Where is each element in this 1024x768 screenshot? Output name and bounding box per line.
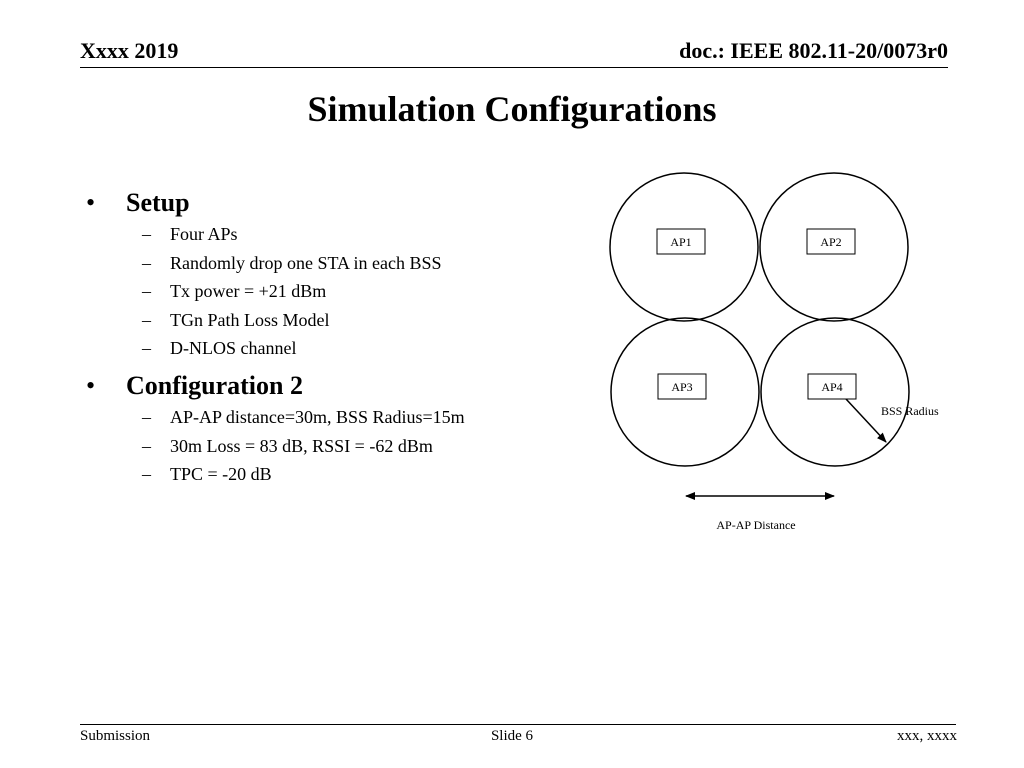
ap1-label: AP1 xyxy=(670,235,692,249)
setup-item: – Randomly drop one STA in each BSS xyxy=(86,249,556,278)
setup-item: – TGn Path Loss Model xyxy=(86,306,556,335)
dash-icon: – xyxy=(142,464,151,485)
setup-heading: Setup xyxy=(126,188,190,217)
config-item: – TPC = -20 dB xyxy=(86,460,556,489)
header-date: Xxxx 2019 xyxy=(80,38,179,63)
dash-icon: – xyxy=(142,406,151,427)
footer-submission: Submission xyxy=(80,728,151,744)
bss-layout-diagram xyxy=(600,168,960,548)
header-doc-id: doc.: IEEE 802.11-20/0073r0 xyxy=(679,38,948,63)
setup-item: – Four APs xyxy=(86,220,556,249)
bullet-dot-icon: • xyxy=(86,370,96,400)
config-heading: Configuration 2 xyxy=(126,370,303,400)
dash-icon: – xyxy=(142,309,151,330)
bullet-list xyxy=(86,186,556,489)
bullet-dot-icon: • xyxy=(86,188,96,217)
footer-author: xxx, xxxx xyxy=(897,728,957,744)
dash-icon: – xyxy=(142,338,151,359)
config-item: – 30m Loss = 83 dB, RSSI = -62 dBm xyxy=(86,432,556,461)
footer-rule xyxy=(80,724,956,725)
ap4-label: AP4 xyxy=(821,380,843,394)
bullet-configuration xyxy=(86,369,556,403)
bss-radius-label: BSS Radius xyxy=(881,404,939,418)
ap-distance-label: AP-AP Distance xyxy=(716,518,796,532)
header-rule xyxy=(80,67,948,68)
slide-title: Simulation Configurations xyxy=(307,89,717,129)
setup-item: – Tx power = +21 dBm xyxy=(86,277,556,306)
bss-radius-arrow xyxy=(846,399,886,442)
bullet-setup xyxy=(86,186,556,220)
config-item: – AP-AP distance=30m, BSS Radius=15m xyxy=(86,403,556,432)
dash-icon: – xyxy=(142,224,151,244)
dash-icon: – xyxy=(142,435,151,456)
ap2-label: AP2 xyxy=(820,235,842,249)
dash-icon: – xyxy=(142,281,151,302)
dash-icon: – xyxy=(142,252,151,273)
ap3-label: AP3 xyxy=(671,380,693,394)
footer-slide-number: Slide 6 xyxy=(490,728,534,744)
setup-item: – D-NLOS channel xyxy=(86,334,556,363)
